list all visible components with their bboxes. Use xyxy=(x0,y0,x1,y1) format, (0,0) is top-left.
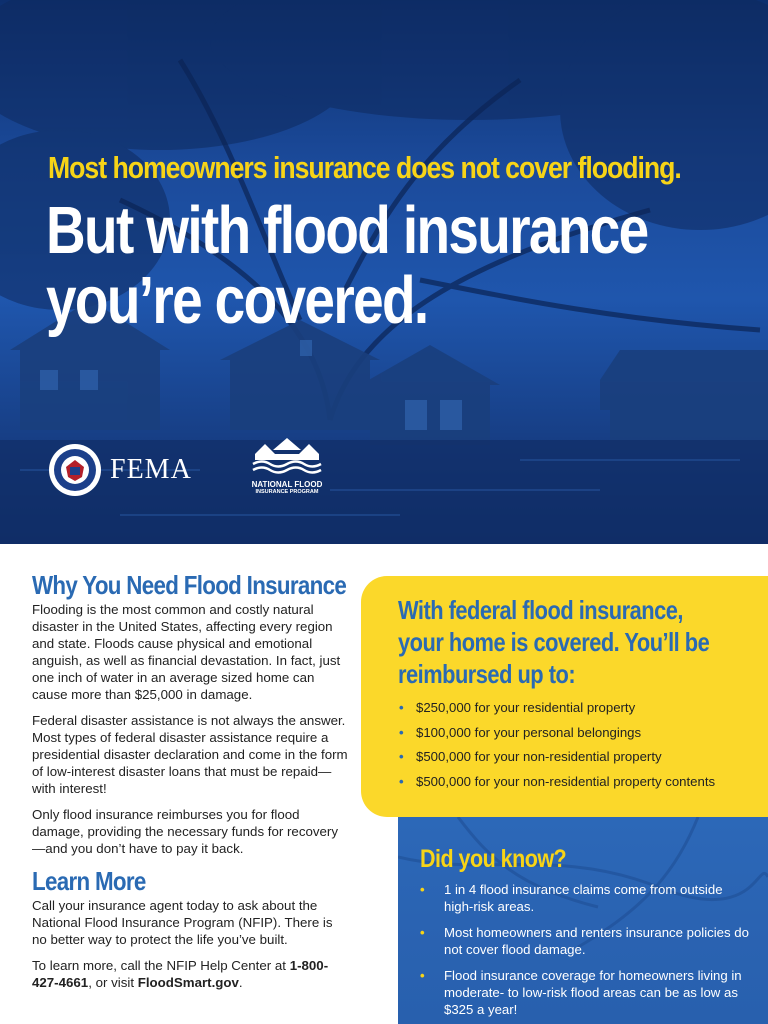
coverage-list xyxy=(399,700,715,798)
bullet-dot-icon: • xyxy=(420,925,425,940)
why-title: Why You Need Flood Insurance xyxy=(32,570,347,600)
coverage-item-text: $500,000 for your non-residential property contents xyxy=(416,773,716,789)
coverage-item-text: $500,000 for your non-residential property xyxy=(416,749,662,764)
coverage-title xyxy=(398,594,768,690)
contact-info xyxy=(32,957,350,991)
did-you-know-title: Did you know? xyxy=(420,845,567,873)
why-paragraph-3: Only flood insurance reimburses you for flood damage, providing the necessary funds for recovery—and you don’t have to pay it back. xyxy=(32,807,338,856)
bullet-dot-icon: • xyxy=(399,724,404,740)
list-item xyxy=(399,725,715,750)
list-item xyxy=(420,924,750,958)
learn-title: Learn More xyxy=(32,866,146,896)
list-item xyxy=(399,774,715,799)
coverage-title-line3: reimbursed up to: xyxy=(398,659,576,689)
contact-mid: , or visit xyxy=(88,975,138,990)
why-paragraph-1: Flooding is the most common and costly natural disaster in the United States, affecting every region and state. Floods cause physical and emotional anguish, as well as financial devastation. In fact, just one inch of water in an average sized home can cause more than $25,000 in damage. xyxy=(32,602,341,702)
coverage-item-text: $250,000 for your residential property xyxy=(416,700,636,715)
nfip-name-line1: NATIONAL FLOOD xyxy=(251,480,323,489)
bullet-dot-icon: • xyxy=(420,882,425,897)
hero-tagline: Most homeowners insurance does not cover flooding. xyxy=(48,150,681,185)
help-center-phone[interactable]: 1-800-427-4661 xyxy=(32,958,329,990)
hero-headline xyxy=(46,193,702,338)
bullet-dot-icon: • xyxy=(399,700,404,715)
coverage-box xyxy=(361,576,768,817)
fact-text: Flood insurance coverage for homeowners living in moderate- to low-risk flood areas can be as low as $325 a year! xyxy=(444,968,742,1017)
left-column xyxy=(32,570,350,1000)
bullet-dot-icon: • xyxy=(399,773,404,789)
did-you-know-list xyxy=(420,881,750,1024)
coverage-item-text: $100,000 for your personal belongings xyxy=(416,724,642,740)
fema-wordmark: FEMA xyxy=(110,454,192,485)
learn-paragraph: Call your insurance agent today to ask about the National Flood Insurance Program (NFIP). There is no better way to protect the life you’ve built. xyxy=(32,898,333,947)
fema-logo xyxy=(48,443,192,497)
list-item xyxy=(420,967,750,1018)
fact-text: 1 in 4 flood insurance claims come from outside high-risk areas. xyxy=(444,882,723,914)
bullet-dot-icon: • xyxy=(420,968,425,983)
why-paragraph-2: Federal disaster assistance is not always the answer. Most types of federal disaster assistance require a presidential disaster declaration and come in the form of low-interest disaster loans that must be repaid—with interest! xyxy=(32,713,348,796)
dhs-seal-icon xyxy=(48,443,102,497)
floodsmart-link[interactable]: FloodSmart.gov xyxy=(137,975,239,990)
list-item xyxy=(399,749,715,774)
fact-text: Most homeowners and renters insurance policies do not cover flood damage. xyxy=(444,925,749,957)
nfip-house-icon xyxy=(251,436,323,474)
list-item xyxy=(399,700,715,725)
coverage-title-line2: your home is covered. You’ll be xyxy=(398,627,710,657)
hero-headline-line2: you’re covered. xyxy=(46,263,428,338)
did-you-know-box xyxy=(398,817,768,1024)
list-item xyxy=(420,881,750,915)
nfip-name-line2: INSURANCE PROGRAM xyxy=(255,489,319,495)
bullet-dot-icon: • xyxy=(399,749,404,764)
contact-suffix: . xyxy=(238,975,243,990)
hero-headline-line1: But with flood insurance xyxy=(46,193,648,268)
coverage-title-line1: With federal flood insurance, xyxy=(398,595,683,625)
nfip-logo xyxy=(251,436,323,496)
contact-prefix: To learn more, call the NFIP Help Center at xyxy=(32,958,290,973)
